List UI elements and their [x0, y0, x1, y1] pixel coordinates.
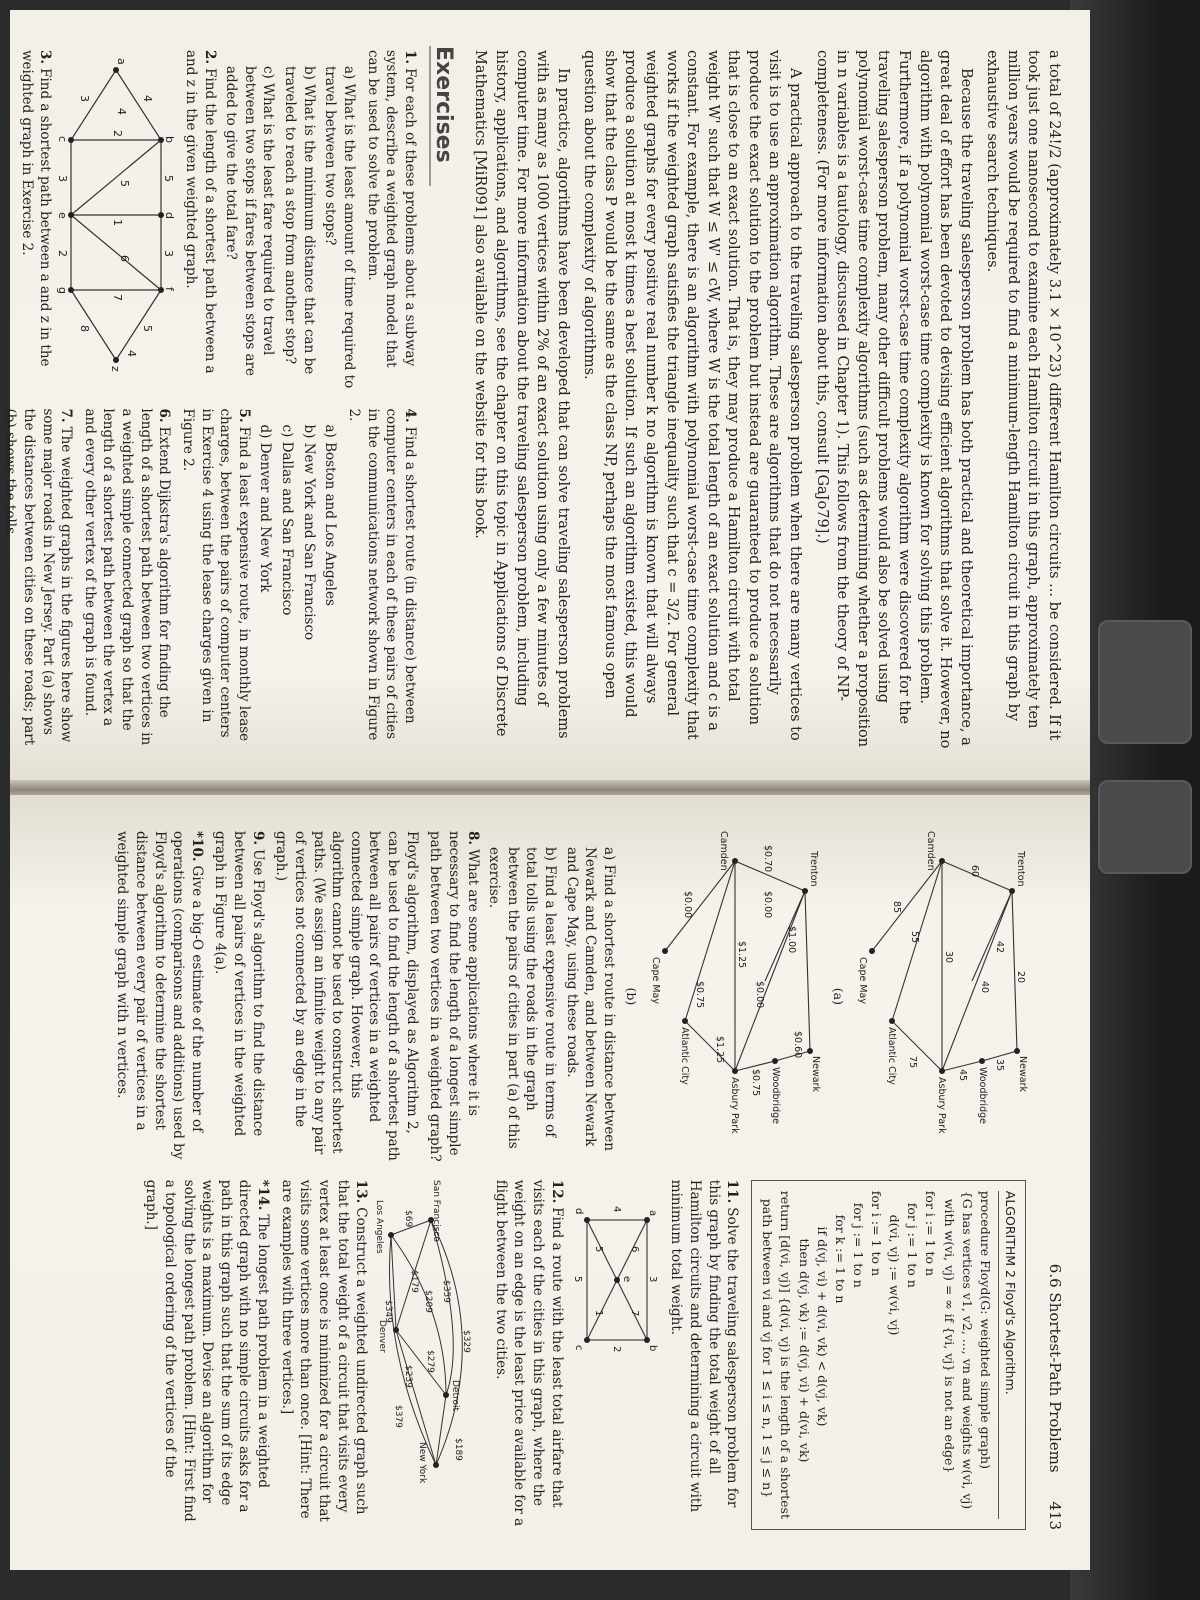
- exercise-text: Find a shortest route (in distance) between computer centers in each of these pairs of cities in the communications network shown in Figure 2.: [345, 408, 418, 741]
- algorithm-line: path between vi and vj for 1 ≤ i ≤ n, 1 ≤ j ≤ n}: [760, 1190, 776, 1499]
- graph-edge: [685, 1021, 735, 1071]
- body-paragraph: Because the traveling salesperson problem has both practical and theoretical importance, a great deal of effort has been devoted to devising efficient algorithms that solve it. However, no algorithm with polynomial worst-case time complexity is known for solving this problem. Furthermore, if a polynomial worst-case time complexity algorithm were discovered for the traveling salesperson problem, many other difficult problems would also be solved using polynomial worst-case time complexity algorithms (such as determining whether a proposition in n variables is a tautology, discussed in Chapter 1). This follows from the theory of NP-completeness. (For more information about this, consult [GaJo79].): [813, 50, 974, 749]
- edge-distance: 42: [994, 941, 1005, 954]
- edge-weight: 8: [78, 325, 92, 332]
- edge-weight: 4: [141, 95, 155, 102]
- exercise-8: [426, 831, 482, 1162]
- city-node: [732, 1068, 738, 1074]
- exercise-number: 13.: [353, 1179, 370, 1204]
- exercise-12: [491, 1180, 566, 1530]
- city-label: Atlantic City: [886, 1027, 897, 1085]
- edge-weight: 5: [592, 1245, 604, 1253]
- section-title: Exercises: [429, 46, 456, 186]
- edge-weight: 1: [111, 219, 125, 226]
- graph-node: [584, 1337, 590, 1343]
- edge-distance: 85: [891, 901, 902, 914]
- graph-edge: [431, 1220, 462, 1465]
- weighted-graph-figure: [58, 50, 176, 380]
- graph-node: [614, 1277, 620, 1283]
- city-label: Newark: [1017, 1056, 1028, 1092]
- edge-weight: 4: [125, 350, 139, 357]
- edge-toll: $0.60: [792, 1031, 803, 1059]
- edge-fare: $379: [393, 1404, 404, 1428]
- tsp-graph-figure: [570, 1180, 662, 1380]
- edge-fare: $179: [409, 1269, 420, 1293]
- exercise-number: 9.: [249, 831, 266, 846]
- algorithm-line: for i := 1 to n: [869, 1190, 885, 1277]
- page-number: 413: [1046, 1501, 1064, 1530]
- algorithm-line: if d(vj, vi) + d(vi, vk) < d(vj, vk): [814, 1190, 830, 1427]
- city-label: Woodbridge: [770, 1067, 781, 1124]
- edge-fare: $239: [403, 1364, 414, 1388]
- exercise-number: 4.: [401, 408, 418, 423]
- node-label: e: [620, 1275, 632, 1282]
- exercise-column-left: [0, 50, 419, 391]
- body-paragraph: A practical approach to the traveling salesperson problem when there are many vertices to visit is to use an approximation algorithm. These are algorithms that do not necessarily produce the exact solution to the problem but instead are guaranteed to produce a solution that is close to an exact solution. That is, they may produce a Hamilton circuit with total weight W' such that W ≤ W' ≤ cW, where W is the total length of an exact solution and c is a constant. For example, there is an algorithm with polynomial worst-case time complexity that works if the weighted graph satisfies the triangle inequality such that c = 3/2. For general weighted graphs for every positive real number k no algorithm is known that will always produce a solution at most k times a best solution. If such an algorithm existed, this would show that the class P would be the same as the class NP, perhaps the most famous open question about the complexity of algorithms.: [581, 50, 804, 741]
- city-label: Los Angeles: [374, 1199, 385, 1254]
- edge-distance: 30: [943, 951, 954, 964]
- exercise-4: [344, 409, 419, 750]
- edge-toll: $0.75: [750, 1069, 761, 1097]
- body-paragraph: In practice, algorithms have been developed that can solve traveling salesperson problems with as many as 1000 vertices within 2% of an exact solution using only a few minutes of computer time. For more information about the traveling salesperson problem, including history, applications, and algorithms, see the chapter on this topic in Applications of Discrete Mathematics [MiR091] also available on the website for this book.: [472, 50, 571, 739]
- exercise-number: 12.: [548, 1179, 565, 1204]
- graph-node: [644, 1337, 650, 1343]
- exercise-text: Extend Dijkstra's algorithm for finding the length of a shortest path between two vertices in a weighted simple connected graph so that the length of a shortest path between the vertex a and every other vertex of the graph is found.: [81, 408, 173, 746]
- algorithm-line: d(vi, vj) := w(vi, vj): [887, 1190, 903, 1336]
- edge-fare: $349: [383, 1299, 394, 1323]
- edge-distance: 35: [994, 1059, 1005, 1072]
- nj-toll-graph: [645, 831, 825, 1161]
- body-paragraph: a total of 24!/2 (approximately 3.1 × 10^23) different Hamilton circuits ... be considered. If it took just one nanosecond to examine each Hamilton circuit in this graph, approximately ten million years would be required to find a minimum-length Hamilton circuit in this graph by exhaustive search techniques.: [984, 50, 1062, 741]
- exercise-columns: [0, 50, 419, 749]
- edge-toll: $1.25: [714, 1036, 725, 1064]
- edge-weight: 2: [56, 250, 70, 257]
- edge-fare: $329: [461, 1329, 472, 1353]
- node-label: b: [646, 1344, 658, 1352]
- algorithm-line: for k := 1 to n: [832, 1190, 848, 1304]
- city-node: [682, 1018, 688, 1024]
- right-column-left: [108, 831, 1032, 1162]
- edge-weight: 5: [118, 180, 132, 187]
- algorithm-line: with w(vi, vj) = ∞ if {vi, vj} is not an edge}: [941, 1190, 957, 1474]
- algorithm-line: {G has vertices v1, v2, ..., vn and weights w(vi, vj): [959, 1190, 975, 1510]
- graph-node: [644, 1217, 650, 1223]
- city-node: [939, 1068, 945, 1074]
- algorithm-line: for j := 1 to n: [851, 1190, 866, 1288]
- city-node: [869, 948, 875, 954]
- exercise-6: [80, 409, 173, 750]
- graph-edge: [685, 861, 735, 1021]
- edge-weight: 1: [592, 1309, 604, 1317]
- exercise-1: 1.For each of these problems about a subway system, describe a weighted graph model that can be used to solve the problem.: [364, 50, 418, 368]
- city-node: [443, 1392, 449, 1398]
- edge-distance: 60: [969, 865, 980, 878]
- city-node: [1014, 1048, 1020, 1054]
- exercise-item: c) What is the least fare required to travel between two stops if fares between stops are added to give the total fare?: [223, 66, 277, 377]
- nj-distance-graph: [852, 831, 1032, 1161]
- node-label: c: [56, 136, 70, 143]
- exercise-number: 7.: [58, 408, 75, 423]
- node-label: d: [163, 212, 177, 219]
- edge-toll: $0.00: [682, 891, 693, 919]
- graph-edge: [942, 891, 1012, 1071]
- exercise-number: *14.: [255, 1179, 272, 1211]
- edge-weight: 3: [646, 1275, 658, 1283]
- right-columns: [108, 831, 1032, 1530]
- exercise-item: d) Denver and New York: [257, 424, 274, 593]
- city-label: Newark: [810, 1056, 821, 1092]
- exercise-10: [113, 831, 206, 1162]
- city-node: [388, 1232, 394, 1238]
- graph-edge: [972, 891, 1012, 981]
- exercise-item: b) What is the minimum distance that can be traveled to reach a stop from another stop?: [282, 66, 317, 375]
- edge-fare: $189: [453, 1437, 464, 1461]
- exercise-text: Find a least expensive route, in monthly lease charges, between the pairs of computer centers in Exercise 4 using the lease charges given in Figure 2.: [179, 408, 252, 742]
- exercise-text: Solve the traveling salesperson problem for this graph by finding the total weight of all Hamilton circuits and determining a circuit with minimum total weight.: [668, 1179, 741, 1513]
- city-node: [889, 1018, 895, 1024]
- exercise-text: For each of these problems about a subway system, describe a weighted graph model that can be used to solve the problem.: [364, 50, 418, 368]
- edge-weight: 6: [118, 255, 132, 262]
- edge-toll: $0.70: [762, 845, 773, 873]
- node-label: z: [109, 366, 123, 372]
- exercise-5: [178, 409, 253, 750]
- city-label: Denver: [377, 1319, 388, 1353]
- exercise-number: 3.: [37, 50, 54, 65]
- city-label: Trenton: [808, 851, 819, 887]
- figure-label: (b): [624, 987, 639, 1006]
- exercise-13: [277, 1180, 370, 1530]
- city-node: [662, 948, 668, 954]
- exercise-text: What are some applications where it is necessary to find the length of a longest simple path between two vertices in a weighted graph?: [427, 831, 481, 1162]
- exercise-9-intro: [272, 831, 421, 1162]
- exercise-2: [181, 50, 218, 391]
- algorithm-line: procedure Floyd(G: weighted simple graph): [977, 1190, 993, 1469]
- exercise-14: [142, 1180, 272, 1530]
- city-label: Asbury Park: [936, 1077, 947, 1134]
- graph-edge: [71, 140, 161, 215]
- edge-weight: 4: [610, 1205, 622, 1213]
- city-label: New York: [417, 1441, 428, 1484]
- city-label: Trenton: [1015, 851, 1026, 887]
- left-page: [2, 10, 1090, 785]
- graph-node: [113, 67, 119, 73]
- right-page: [10, 795, 1090, 1570]
- exercise-7: [1, 409, 76, 750]
- running-head: [1046, 831, 1064, 1530]
- airfare-graph-figure: [374, 1180, 486, 1500]
- exercise-text: Find a shortest path between a and z in the weighted graph in Exercise 2.: [18, 50, 54, 367]
- exercise-number: *10.: [188, 831, 205, 862]
- edge-weight: 3: [162, 250, 176, 257]
- edge-weight: 3: [78, 95, 92, 102]
- city-node: [802, 888, 808, 894]
- edge-weight: 7: [111, 294, 125, 301]
- city-label: Camden: [718, 831, 729, 871]
- edge-fare: $209: [423, 1289, 434, 1313]
- edge-weight: 2: [610, 1345, 622, 1353]
- node-label: a: [646, 1209, 658, 1216]
- city-label: San Francisco: [431, 1179, 442, 1242]
- graph-edge: [872, 861, 942, 951]
- exercise-text: Find a route with the least total airfare that visits each of the cities in this graph, where the weight on an edge is the least price available for a flight between the two cities.: [492, 1179, 565, 1527]
- node-label: b: [163, 136, 177, 143]
- exercise-text: Floyd's algorithm, displayed as Algorithm 2, can be used to find the length of a shortest path between all pairs of vertices in a weighted connected simple graph. However, this algorithm cannot be used to construct shortest paths. (We assign an infinite weight to any pair of vertices not connected by an edge in the graph.): [273, 831, 420, 1161]
- city-label: Camden: [925, 831, 936, 871]
- edge-toll: $0.00: [754, 981, 765, 1009]
- edge-distance: 20: [1015, 971, 1026, 984]
- edge-weight: 4: [115, 108, 129, 115]
- exercise-text: Find the length of a shortest path between a and z in the given weighted graph.: [182, 50, 218, 374]
- graph-edge: [71, 70, 116, 140]
- node-label: g: [56, 287, 70, 294]
- city-label: Detroit: [450, 1379, 461, 1411]
- exercise-item: a) Find a shortest route in distance between Newark and Camden, and between Newark and Cape May, using these roads.: [563, 847, 617, 1151]
- edge-weight: 2: [111, 130, 125, 137]
- open-textbook: [2, 10, 1090, 1570]
- city-node: [433, 1462, 439, 1468]
- edge-distance: 45: [957, 1069, 968, 1082]
- city-node: [732, 858, 738, 864]
- edge-distance: 40: [979, 981, 990, 994]
- edge-toll: $0.00: [762, 891, 773, 919]
- algorithm-box: [751, 1180, 1026, 1530]
- exercise-column-right: [0, 409, 419, 750]
- node-label: a: [115, 58, 129, 65]
- city-label: Cape May: [857, 957, 868, 1004]
- edge-fare: $359: [441, 1279, 452, 1303]
- exercise-11: [667, 1180, 742, 1530]
- city-node: [807, 1048, 813, 1054]
- right-column-right: [108, 1180, 1032, 1530]
- section-heading: 6.6 Shortest-Path Problems: [1046, 1263, 1064, 1473]
- edge-weight: 5: [141, 325, 155, 332]
- exercise-item: b) New York and San Francisco: [300, 424, 317, 641]
- city-node: [393, 1327, 399, 1333]
- edge-weight: 7: [628, 1309, 640, 1317]
- edge-fare: $279: [425, 1349, 436, 1373]
- node-label: f: [163, 287, 177, 291]
- algorithm-line: for i := 1 to n: [923, 1190, 939, 1277]
- exercise-number: 11.: [724, 1179, 741, 1204]
- algorithm-line: then d(vj, vk) := d(vj, vi) + d(vi, vk): [796, 1190, 812, 1463]
- exercise-text: Use Floyd's algorithm to find the distance between all pairs of vertices in the weighted graph in Figure 4(a).: [212, 831, 266, 1137]
- edge-weight: 5: [571, 1275, 583, 1283]
- figure-label: (a): [831, 987, 846, 1005]
- edge-weight: 3: [56, 175, 70, 182]
- node-label: d: [572, 1207, 584, 1215]
- city-node: [939, 858, 945, 864]
- exercise-item: a) Boston and Los Angeles: [322, 424, 339, 606]
- algorithm-title: ALGORITHM 2 Floyd's Algorithm.: [998, 1191, 1019, 1519]
- city-label: Cape May: [650, 957, 661, 1004]
- city-node: [772, 1058, 778, 1064]
- edge-weight: 5: [162, 175, 176, 182]
- exercise-number: 6.: [156, 408, 173, 423]
- graph-node: [113, 357, 119, 363]
- city-label: Woodbridge: [977, 1067, 988, 1124]
- exercise-number: 8.: [464, 831, 481, 846]
- city-node: [979, 1058, 985, 1064]
- edge-distance: 75: [907, 1056, 918, 1069]
- algorithm-line: return [d(vi, vj)] {d(vi, vj) is the length of a shortest: [778, 1190, 794, 1519]
- exercise-text: The weighted graphs in the figures here show some major roads in New Jersey. Part (a) shows the distances between cities on these roads; part (b) shows the tolls.: [2, 408, 75, 746]
- exercise-number: 2.: [201, 50, 218, 65]
- book-clamp: [1098, 780, 1192, 874]
- graph-edge: [71, 215, 161, 290]
- city-node: [1009, 888, 1015, 894]
- city-label: Atlantic City: [679, 1027, 690, 1085]
- exercise-text: Give a big-O estimate of the number of operations (comparisons and additions) used by Floyd's algorithm to determine the shortest distance between every pair of vertices in a weighted simple graph with n vertices.: [114, 831, 205, 1160]
- edge-fare: $69: [403, 1209, 414, 1227]
- edge-toll: $0.75: [694, 981, 705, 1009]
- graph-node: [584, 1217, 590, 1223]
- graph-edge: [805, 891, 810, 1051]
- edge-distance: 55: [909, 931, 920, 944]
- book-clamp: [1098, 620, 1192, 744]
- graph-edge: [436, 1395, 446, 1465]
- city-label: Asbury Park: [729, 1077, 740, 1134]
- exercise-9: [211, 831, 267, 1162]
- exercise-text: Construct a weighted undirected graph such that the total weight of a circuit that visits every vertex at least once is minimized for a circuit that visits some vertices more than once. [Hint: There are examples with three vertices.]: [278, 1179, 370, 1522]
- exercise-item: c) Dallas and San Francisco: [279, 424, 296, 616]
- node-label: c: [572, 1344, 584, 1351]
- algorithm-line: for j := 1 to n: [905, 1190, 921, 1288]
- exercise-item: b) Find a least expensive route in terms of total tolls using the roads in the graph between the pairs of cities in part (a) of this exercise.: [486, 847, 559, 1149]
- exercise-number: 5.: [235, 408, 252, 423]
- exercise-3: [17, 50, 54, 391]
- edge-toll: $1.25: [736, 941, 747, 969]
- node-label: e: [56, 212, 70, 219]
- exercise-item: a) What is the least amount of time required to travel between two stops?: [322, 66, 357, 389]
- graph-edge: [665, 861, 735, 951]
- edge-weight: 6: [628, 1245, 640, 1253]
- edge-toll: $1.00: [786, 926, 797, 954]
- exercise-text: The longest path problem in a weighted directed graph with no simple circuits asks for a path in this graph such that the sum of its edge weights is a maximum. Devise an algorithm for solving the longest path problem. [Hint: First find a topological ordering of the vertices of the graph.]: [143, 1179, 272, 1522]
